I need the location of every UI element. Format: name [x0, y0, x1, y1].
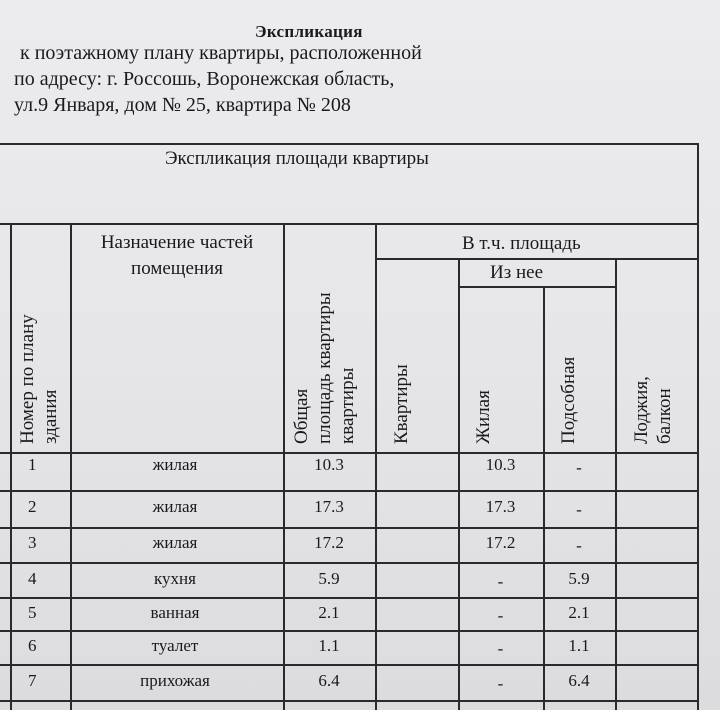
column-total-line-3: квартиры [337, 367, 358, 444]
header-address-line: по адресу: г. Россошь, Воронежская область, [14, 68, 395, 90]
table-rule [0, 597, 698, 599]
row-number: 6 [28, 636, 37, 655]
column-total-line-2: площадь квартиры [314, 292, 335, 444]
header-street-line: ул.9 Января, дом № 25, квартира № 208 [14, 94, 351, 116]
row-total-area: 10.3 [314, 455, 344, 474]
column-living-label: Жилая [473, 390, 494, 444]
column-purpose-header: Назначение частей помещения [100, 232, 254, 279]
row-auxiliary-area: - [576, 458, 582, 477]
row-auxiliary-area: 1.1 [568, 636, 590, 655]
column-living-header [472, 390, 495, 444]
row-purpose: жилая [152, 497, 198, 516]
row-number: 5 [28, 603, 37, 622]
row-number: 4 [28, 569, 37, 588]
table-rule [0, 664, 698, 666]
row-total-area: 17.2 [314, 533, 344, 552]
table-rule [375, 258, 698, 260]
table-rule [375, 223, 377, 710]
row-auxiliary-area: 5.9 [568, 569, 590, 588]
column-total-header [290, 292, 359, 444]
column-number-line-1: Номер по плану [17, 314, 38, 444]
table-rule [458, 286, 616, 288]
row-purpose: жилая [152, 533, 198, 552]
column-auxiliary-header [557, 357, 580, 444]
row-number: 1 [28, 455, 37, 474]
row-living-area: 17.3 [485, 497, 516, 516]
row-auxiliary-area: - [576, 500, 582, 519]
column-loggia-header [630, 376, 676, 444]
table-rule [0, 452, 698, 454]
table-rule [0, 527, 698, 529]
row-total-area: 6.4 [318, 671, 340, 690]
row-number: 3 [28, 533, 37, 552]
row-living-area: - [497, 572, 504, 591]
row-auxiliary-area: - [576, 536, 582, 555]
column-apartments-header [390, 364, 413, 444]
row-number: 2 [28, 497, 37, 516]
row-number: 7 [28, 671, 37, 690]
row-purpose: ванная [150, 603, 200, 622]
header-line-1: к поэтажному плану квартиры, расположенной [20, 42, 422, 64]
row-total-area: 5.9 [318, 569, 340, 588]
column-auxiliary-label: Подсобная [558, 356, 579, 444]
row-total-area: 2.1 [318, 603, 340, 622]
table-rule [0, 700, 698, 702]
row-living-area: - [497, 674, 504, 693]
table-rule [0, 223, 698, 225]
column-number-line-2: здания [40, 389, 61, 444]
row-purpose: кухня [154, 569, 196, 588]
column-apartments-label: Квартиры [391, 364, 412, 444]
row-living-area: 10.3 [485, 455, 516, 474]
row-purpose: жилая [152, 455, 198, 474]
table-rule [615, 258, 617, 710]
row-total-area: 1.1 [318, 636, 340, 655]
row-auxiliary-area: 6.4 [568, 671, 590, 690]
column-total-line-1: Общая [291, 388, 312, 444]
column-loggia-line-2: балкон [654, 388, 675, 444]
table-rule [0, 562, 698, 564]
row-living-area: 17.2 [485, 533, 516, 552]
table-rule [0, 630, 698, 632]
row-living-area: - [497, 639, 504, 658]
column-including-header: В т.ч. площадь [462, 233, 581, 254]
table-rule [0, 490, 698, 492]
row-living-area: - [497, 606, 504, 625]
row-total-area: 17.3 [314, 497, 344, 516]
table-caption: Экспликация площади квартиры [165, 148, 429, 169]
table-rule [697, 143, 699, 710]
column-loggia-line-1: Лоджия, [631, 376, 652, 444]
table-rule [70, 223, 72, 710]
row-purpose: прихожая [140, 671, 210, 690]
column-number-header [16, 314, 62, 444]
column-of-which-header: Из нее [490, 262, 544, 283]
row-purpose: туалет [151, 636, 199, 655]
row-auxiliary-area: 2.1 [568, 603, 590, 622]
document-title: Экспликация [255, 22, 363, 41]
table-rule [10, 223, 12, 710]
table-rule [0, 143, 698, 145]
